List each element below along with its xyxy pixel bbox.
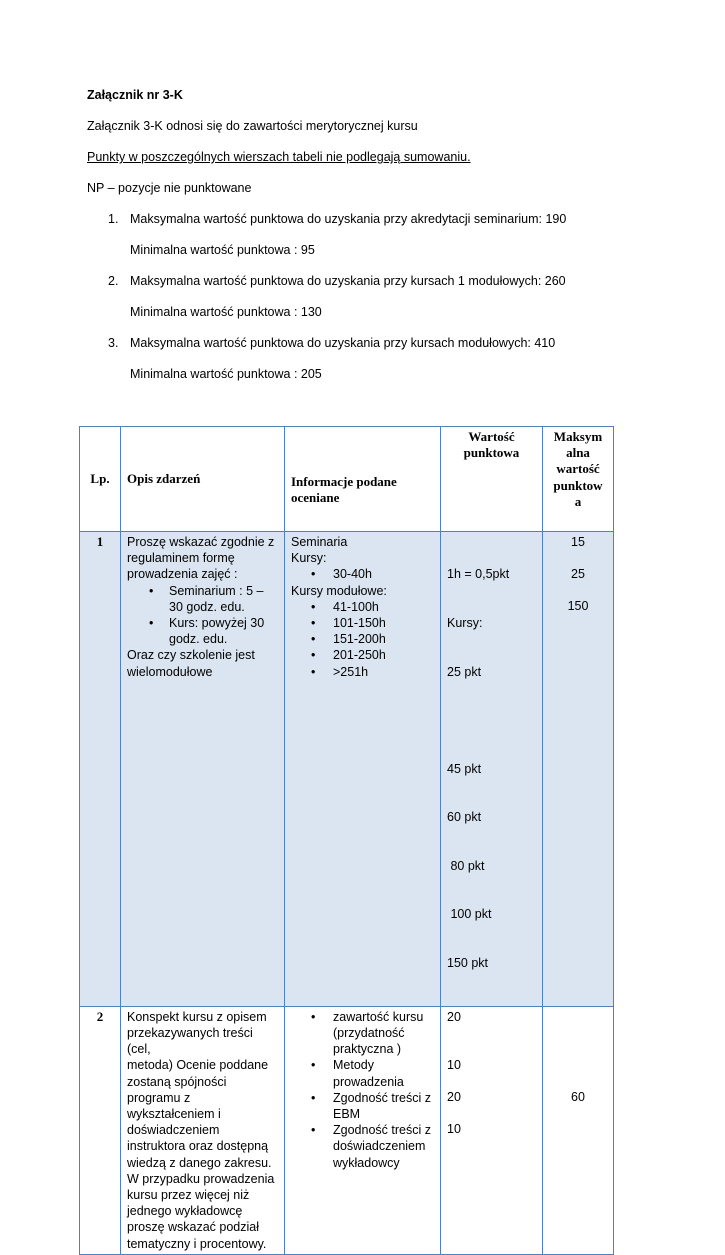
wartosc-line: Kursy: [447,616,483,631]
intro-text: Załącznik 3-K odnosi się do zawartości merytorycznej kursu [87,119,418,133]
header-max-line: Maksym [553,429,603,444]
info-bullet-line: (przydatność [333,1025,405,1040]
opis-bullet-line: godz. edu. [169,632,228,647]
info-bullet [333,1090,434,1122]
row-max [543,1006,614,1254]
opis-bullet-line: • Seminarium : 5 – [169,583,264,598]
info-bullet: • 101-150h [333,615,434,631]
info-bullet-list [291,599,434,680]
info-bullet-line: • Metody [333,1058,374,1073]
row-opis [121,532,285,1007]
opis-bullet-line: • Kurs: powyżej 30 [169,616,265,631]
list-item-max: Maksymalna wartość punktowa do uzyskania przy akredytacji seminarium: 190 [130,212,567,226]
opis-line: wykształceniem i [127,1106,221,1121]
info-bullet-list [291,1009,434,1171]
wartosc-line: 100 pkt [447,907,492,922]
max-line: 60 [571,1089,585,1104]
header-wartosc [441,427,543,532]
opis-bullet [169,583,278,615]
list-item-min: Minimalna wartość punktowa : 130 [130,305,322,319]
wartosc-line: 45 pkt [447,761,482,776]
header-informacje-line: oceniane [291,490,340,505]
opis-line: proszę wskazać podział [127,1220,260,1235]
np-note: NP – pozycje nie punktowane [87,181,252,195]
info-bullet-line: EBM [333,1106,361,1121]
header-max-line: punktow [553,477,603,493]
info-bullet-line: doświadczeniem [333,1139,426,1154]
info-bullet: • 41-100h [333,599,434,615]
wartosc-line: 25 pkt [447,664,482,679]
max-gap [549,1073,607,1089]
max-line: 15 [571,535,585,549]
list-number: 3. [108,336,119,350]
max-line: 150 [567,599,589,614]
wartosc-line: 60 pkt [447,810,482,825]
wartosc-line: 20 [447,1090,461,1105]
opis-line: jednego wykładowcę [127,1204,243,1219]
opis-line: Oraz czy szkolenie jest [127,648,255,663]
row-lp: 1 [80,532,121,1007]
opis-line: programu z [127,1090,191,1105]
row-wartosc [441,532,543,1007]
info-bullet-line: • Zgodność treści z [333,1123,431,1138]
opis-line: instruktora oraz dostępną [127,1139,269,1154]
header-max-line: alna [566,445,590,461]
table-row [80,1006,614,1254]
opis-line: doświadczeniem [127,1123,220,1138]
header-max-line: wartość [556,461,600,477]
header-informacje-line: Informacje podane [291,473,397,489]
list-number: 1. [108,212,119,226]
info-line: Kursy modułowe: [291,583,387,598]
header-max-line: a [574,493,582,509]
opis-line: metoda) Ocenie poddane [127,1058,269,1073]
info-bullet-line: prowadzenia [333,1074,404,1089]
info-bullet [333,1122,434,1171]
max-gap [549,582,607,598]
opis-line: zostaną spójności [127,1074,227,1089]
opis-line: wiedzą z danego zakresu. [127,1155,272,1170]
info-bullet: • >251h [333,664,434,680]
max-line: 25 [571,567,585,582]
row-opis [121,1006,285,1254]
list-item-min: Minimalna wartość punktowa : 95 [130,243,315,257]
row-informacje [285,1006,441,1254]
opis-line: wielomodułowe [127,664,213,679]
max-gap [549,1009,607,1025]
info-bullet-line: wykładowcy [333,1155,400,1170]
list-number: 2. [108,274,119,288]
document-title: Załącznik nr 3-K [87,88,183,102]
info-bullet-list [291,566,434,582]
info-bullet-line: praktyczna ) [333,1042,402,1057]
table-row [80,532,614,1007]
wartosc-line: 150 pkt [447,956,489,971]
row-informacje [285,532,441,1007]
underlined-note: Punkty w poszczególnych wierszach tabeli nie podlegają sumowaniu. [87,150,471,164]
header-wartosc-line: Wartość [468,429,515,444]
opis-line: tematyczny i procentowy. [127,1236,267,1251]
scoring-table [79,426,614,1255]
wartosc-gap [447,1105,536,1121]
wartosc-line: 1h = 0,5pkt [447,567,510,582]
max-gap [549,1041,607,1057]
row-wartosc [441,1006,543,1254]
max-gap [549,1057,607,1073]
header-opis: Opis zdarzeń [121,427,285,532]
wartosc-gap [447,1073,536,1089]
info-bullet: • 201-250h [333,647,434,663]
max-gap [549,550,607,566]
info-line: Kursy: [291,551,327,566]
row-max [543,532,614,1007]
wartosc-line: 20 [447,1009,461,1024]
opis-line: Proszę wskazać zgodnie z [127,535,275,549]
opis-line: Konspekt kursu z opisem [127,1009,267,1024]
wartosc-gap [447,1041,536,1057]
info-bullet-line: • Zgodność treści z [333,1090,431,1105]
max-gap [549,1025,607,1041]
table-header-row [80,427,614,532]
opis-line: kursu przez więcej niż [127,1187,250,1202]
opis-line: prowadzenia zajęć : [127,567,238,582]
opis-bullet-list [127,583,278,648]
header-lp: Lp. [80,427,121,532]
list-item-max: Maksymalna wartość punktowa do uzyskania przy kursach 1 modułowych: 260 [130,274,566,288]
wartosc-gap [447,712,536,728]
info-bullet [333,1057,434,1089]
wartosc-line: 10 [447,1057,461,1072]
list-item-max: Maksymalna wartość punktowa do uzyskania przy kursach modułowych: 410 [130,336,556,350]
info-bullet: • 30-40h [333,566,434,582]
list-item-min: Minimalna wartość punktowa : 205 [130,367,322,381]
opis-line: regulaminem formę [127,551,235,566]
info-bullet [333,1009,434,1058]
info-line: Seminaria [291,535,348,549]
row-lp: 2 [80,1006,121,1254]
info-bullet: • 151-200h [333,631,434,647]
wartosc-line: 10 [447,1122,461,1137]
header-wartosc-line: punktowa [463,445,520,461]
opis-line: przekazywanych treści (cel, [127,1025,253,1057]
wartosc-line: 80 pkt [447,858,485,873]
opis-line: W przypadku prowadzenia [127,1171,275,1186]
opis-bullet-line: 30 godz. edu. [169,599,245,614]
opis-bullet [169,615,278,647]
header-max [543,427,614,532]
header-informacje [285,427,441,532]
wartosc-gap [447,1025,536,1041]
info-bullet-line: • zawartość kursu [333,1009,424,1024]
